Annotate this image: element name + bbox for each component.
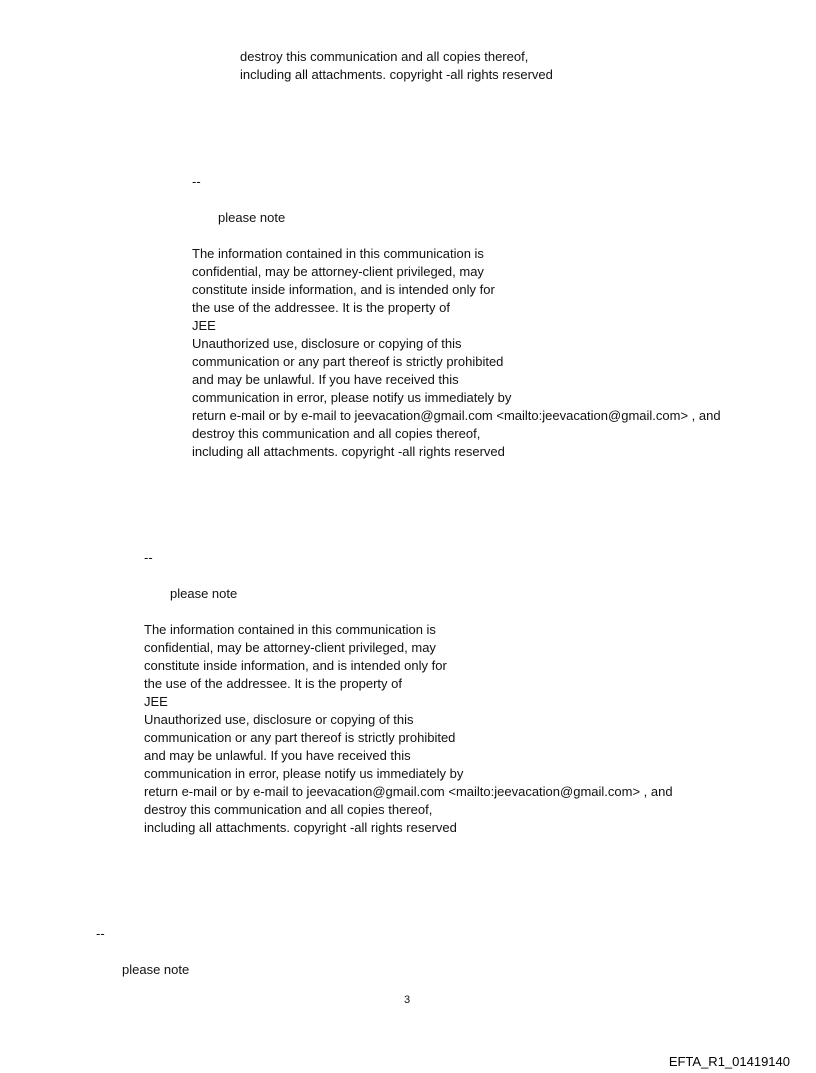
bates-number: EFTA_R1_01419140 [668, 1054, 790, 1069]
block2-line-8: and may be unlawful. If you have received this [192, 372, 459, 387]
block2-separator: -- [192, 174, 201, 189]
block3-line-2: confidential, may be attorney-client privileged, may [144, 640, 436, 655]
block3-line-12: including all attachments. copyright -all rights reserved [144, 820, 457, 835]
block2-line-7: communication or any part thereof is strictly prohibited [192, 354, 504, 369]
block2-line-11: destroy this communication and all copies thereof, [192, 426, 481, 441]
block3-line-9: communication in error, please notify us immediately by [144, 766, 464, 781]
block4-note: please note [122, 962, 190, 977]
block2-line-12: including all attachments. copyright -all rights reserved [192, 444, 505, 459]
block2-line-1: The information contained in this communication is [192, 246, 484, 261]
block3-line-6: Unauthorized use, disclosure or copying of this [144, 712, 414, 727]
page-number: 3 [404, 994, 411, 1006]
block2-note: please note [218, 210, 286, 225]
block3-note: please note [170, 586, 238, 601]
block4-separator: -- [96, 926, 105, 941]
block3-line-3: constitute inside information, and is intended only for [144, 658, 447, 673]
block3-line-5: JEE [144, 694, 168, 709]
block2-line-6: Unauthorized use, disclosure or copying of this [192, 336, 462, 351]
block1-tail-line-1: destroy this communication and all copies thereof, [240, 49, 529, 64]
block3-separator: -- [144, 550, 153, 565]
block2-line-9: communication in error, please notify us immediately by [192, 390, 512, 405]
block2-line-3: constitute inside information, and is intended only for [192, 282, 495, 297]
block1-tail-line-2: including all attachments. copyright -all rights reserved [240, 67, 553, 82]
block3-line-1: The information contained in this communication is [144, 622, 436, 637]
block3-line-8: and may be unlawful. If you have received this [144, 748, 411, 763]
block3-line-7: communication or any part thereof is strictly prohibited [144, 730, 456, 745]
block2-line-10: return e-mail or by e-mail to jeevacation@gmail.com <mailto:jeevacation@gmail.com> , and [192, 408, 721, 423]
block3-line-11: destroy this communication and all copies thereof, [144, 802, 433, 817]
block3-line-4: the use of the addressee. It is the property of [144, 676, 402, 691]
block2-line-2: confidential, may be attorney-client privileged, may [192, 264, 484, 279]
block2-line-4: the use of the addressee. It is the property of [192, 300, 450, 315]
block2-line-5: JEE [192, 318, 216, 333]
block3-line-10: return e-mail or by e-mail to jeevacation@gmail.com <mailto:jeevacation@gmail.com> , and [144, 784, 673, 799]
